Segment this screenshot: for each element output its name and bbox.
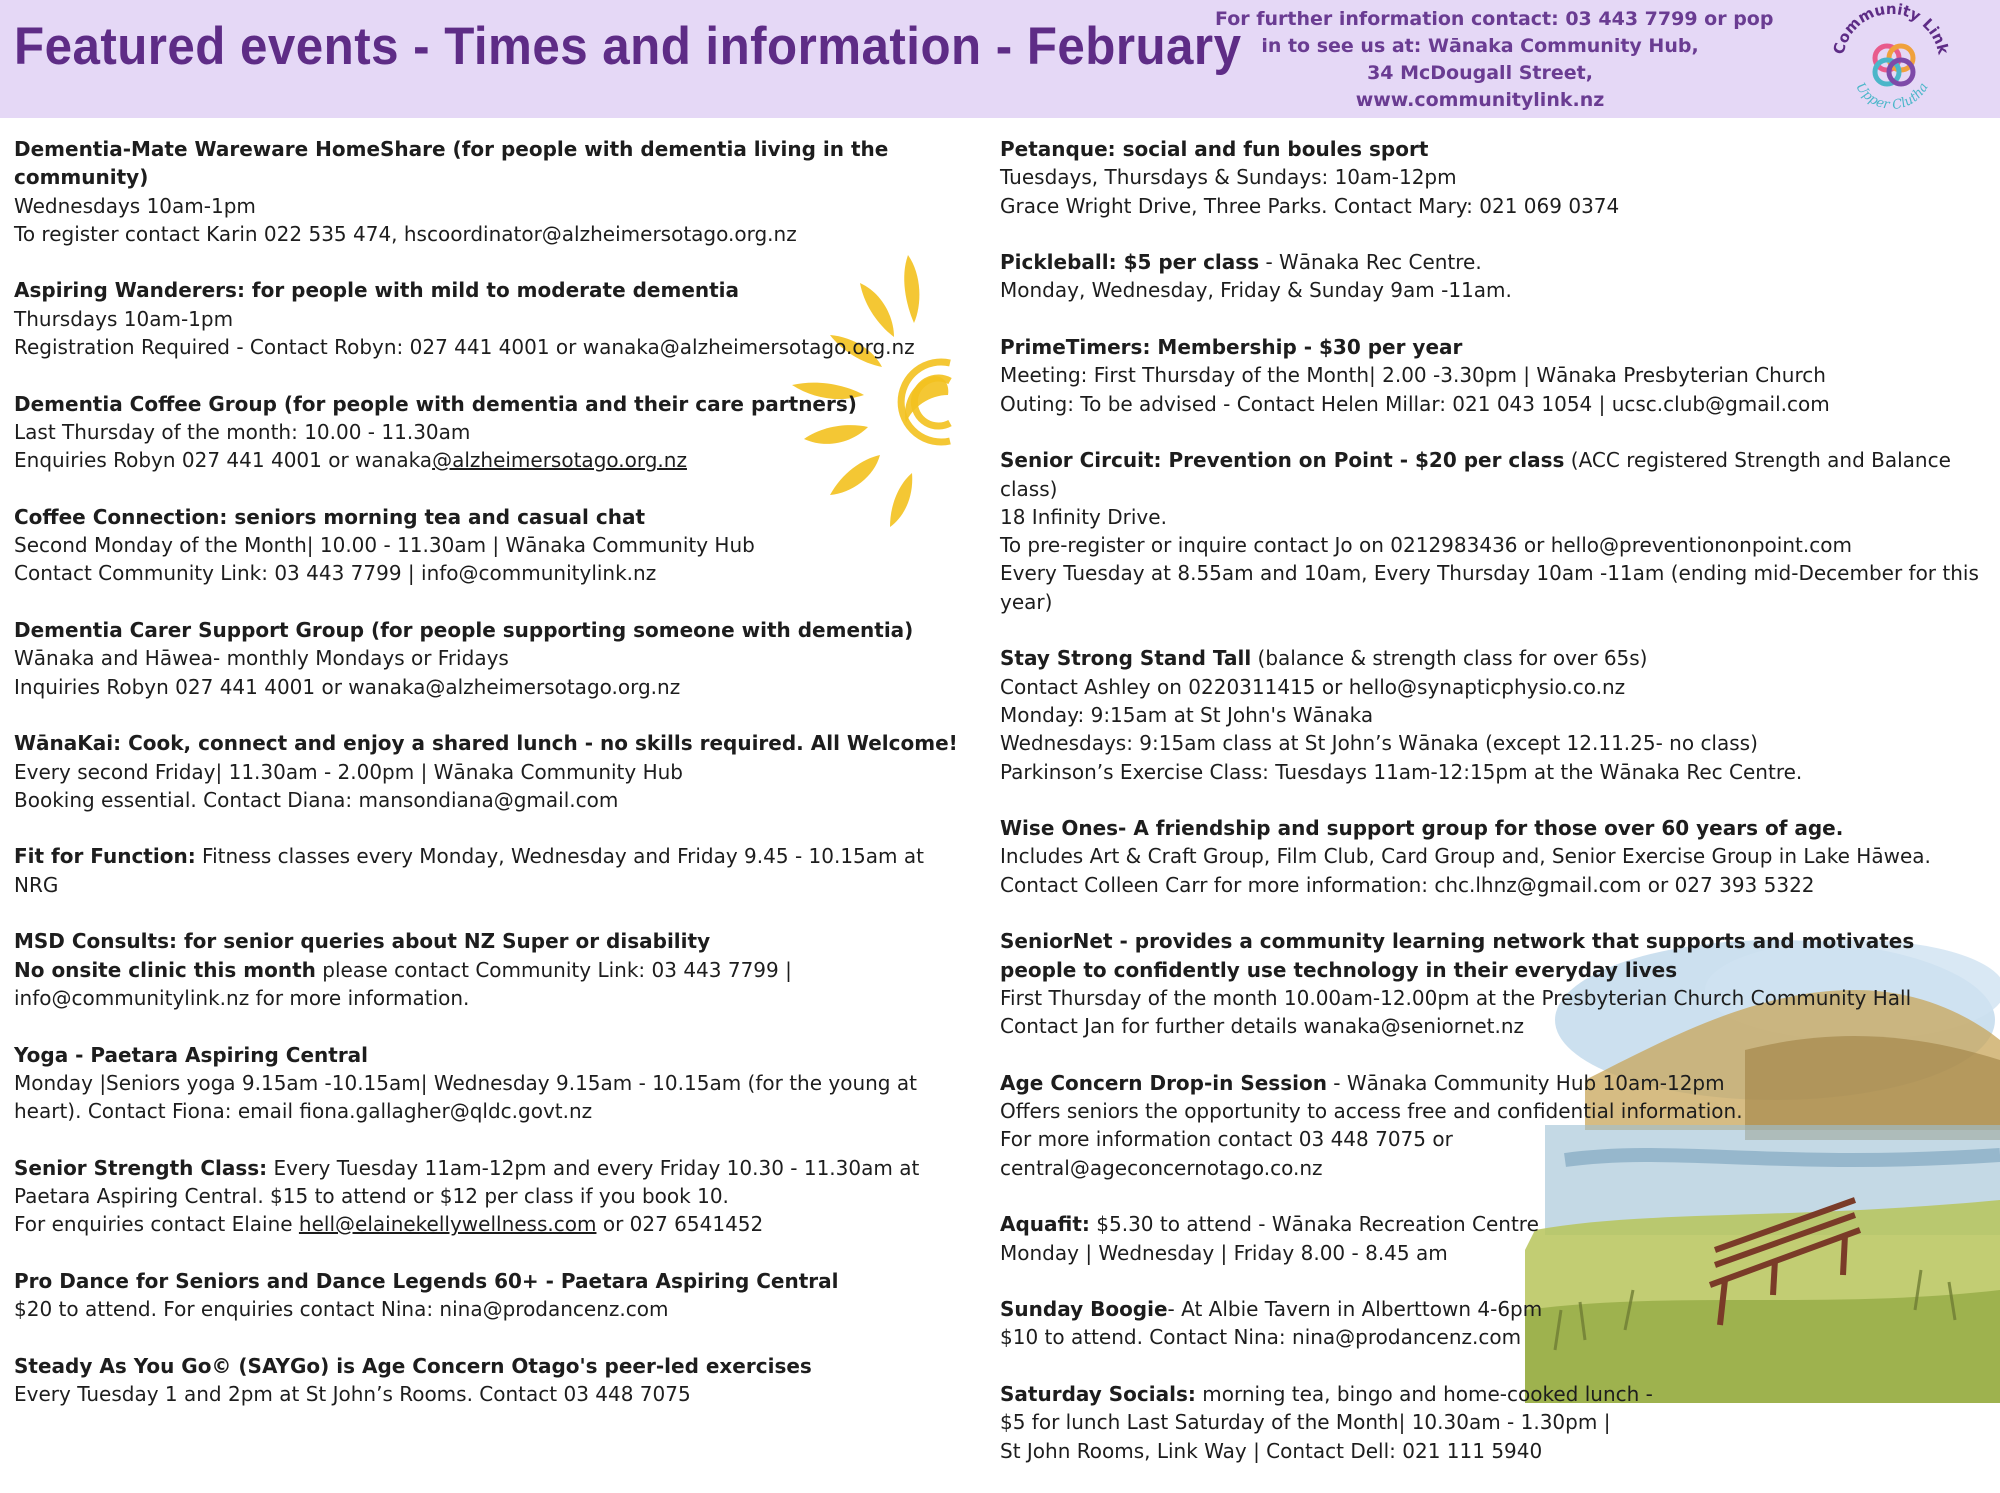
event-senior-strength	[14, 1154, 974, 1239]
event-line: Wednesdays 10am-1pm	[14, 193, 256, 218]
event-line: Contact Ashley on 0220311415 or hello@synapticphysio.co.nz	[1000, 674, 1626, 699]
logo-text-top: Community Link	[1829, 0, 1953, 57]
event-title: Dementia-Mate Wareware HomeShare (for people with dementia living in the community)	[14, 137, 889, 190]
event-text: (balance & strength class for over 65s)	[1251, 646, 1648, 671]
event-subtitle: No onsite clinic this month	[14, 957, 316, 982]
event-line	[1000, 1069, 1995, 1097]
event-dementia-coffee-group	[14, 390, 974, 475]
logo-knot-icon	[1875, 46, 1913, 84]
event-text: - Wānaka Community Hub 10am-12pm	[1326, 1070, 1725, 1095]
event-line	[1000, 248, 1995, 276]
event-line	[14, 1154, 974, 1211]
event-saygo	[14, 1352, 974, 1409]
event-title: Steady As You Go© (SAYGo) is Age Concern Otago's peer-led exercises	[14, 1353, 812, 1378]
event-line: Outing: To be advised - Contact Helen Millar: 021 043 1054 | ucsc.club@gmail.com	[1000, 391, 1830, 416]
right-events-column	[1000, 135, 1995, 1493]
event-title: SeniorNet - provides a community learning network that supports and motivates people to confidently use technology in their everyday lives	[1000, 929, 1915, 982]
event-line: central@ageconcernotago.co.nz	[1000, 1155, 1323, 1180]
event-pro-dance	[14, 1267, 974, 1324]
event-title: Age Concern Drop-in Session	[1000, 1070, 1327, 1095]
event-line: $10 to attend. Contact Nina: nina@prodancenz.com	[1000, 1325, 1522, 1350]
event-line: Every Tuesday 1 and 2pm at St John’s Rooms. Contact 03 448 7075	[14, 1382, 691, 1407]
event-line: Thursdays 10am-1pm	[14, 306, 234, 331]
event-line: First Thursday of the month 10.00am-12.00pm at the Presbyterian Church Community Hall	[1000, 985, 1912, 1010]
event-line	[1000, 446, 1995, 503]
event-title: Dementia Carer Support Group (for people supporting someone with dementia)	[14, 618, 914, 643]
left-events-column	[14, 135, 974, 1437]
contact-website-link[interactable]: www.communitylink.nz	[1355, 89, 1605, 111]
event-title: Petanque: social and fun boules sport	[1000, 137, 1429, 161]
event-title: Stay Strong Stand Tall	[1000, 646, 1252, 671]
event-senior-circuit	[1000, 446, 1995, 616]
event-line: 18 Infinity Drive.	[1000, 504, 1167, 529]
event-title: Aquafit:	[1000, 1212, 1090, 1237]
event-text: (ACC registered Strength and Balance class)	[1000, 448, 1951, 501]
event-text: morning tea, bingo and home-cooked lunch -	[1195, 1382, 1653, 1407]
page-title: Featured events - Times and information - February	[14, 17, 1242, 76]
event-line: Monday, Wednesday, Friday & Sunday 9am -11am.	[1000, 278, 1512, 303]
contact-line: 34 McDougall Street,	[1367, 62, 1593, 84]
event-aspiring-wanderers	[14, 276, 974, 361]
event-saturday-socials	[1000, 1380, 1995, 1465]
event-line: Monday: 9:15am at St John's Wānaka	[1000, 702, 1374, 727]
event-line-text: or 027 6541452	[596, 1212, 764, 1237]
event-title: PrimeTimers: Membership - $30 per year	[1000, 335, 1463, 360]
logo-text-bottom: Upper Clutha	[1852, 80, 1932, 114]
event-title: Pickleball: $5 per class	[1000, 250, 1260, 275]
event-dementia-carer-support	[14, 616, 974, 701]
event-line: To register contact Karin 022 535 474, hscoordinator@alzheimersotago.org.nz	[14, 221, 797, 246]
event-title: MSD Consults: for senior queries about NZ Super or disability	[14, 929, 711, 954]
event-yoga	[14, 1041, 974, 1126]
event-line: Meeting: First Thursday of the Month| 2.00 -3.30pm | Wānaka Presbyterian Church	[1000, 363, 1826, 388]
event-line: Every second Friday| 11.30am - 2.00pm | Wānaka Community Hub	[14, 759, 684, 784]
event-line-text: For enquiries contact Elaine	[14, 1212, 299, 1237]
event-aquafit	[1000, 1210, 1995, 1267]
event-title: Saturday Socials:	[1000, 1382, 1196, 1407]
event-text: Every Tuesday 11am-12pm and every Friday 10.30 - 11.30am at Paetara Aspiring Central. $15 to attend or $12 per class if you book 10.	[14, 1155, 920, 1208]
event-line: Parkinson’s Exercise Class: Tuesdays 11am-12:15pm at the Wānaka Rec Centre.	[1000, 759, 1803, 784]
event-line: Tuesdays, Thursdays & Sundays: 10am-12pm	[1000, 165, 1457, 190]
event-line: To pre-register or inquire contact Jo on 0212983436 or hello@preventiononpoint.com	[1000, 533, 1852, 558]
event-title: Yoga - Paetara Aspiring Central	[14, 1042, 369, 1067]
email-link[interactable]: hell@elainekellywellness.com	[298, 1212, 597, 1237]
event-line: Wednesdays: 9:15am class at St John’s Wānaka (except 12.11.25- no class)	[1000, 731, 1758, 756]
event-coffee-connection	[14, 503, 974, 588]
event-line: Monday | Wednesday | Friday 8.00 - 8.45 am	[1000, 1240, 1448, 1265]
event-line: Every Tuesday at 8.55am and 10am, Every Thursday 10am -11am (ending mid-December for this year)	[1000, 561, 1979, 614]
event-line	[14, 1210, 974, 1238]
contact-line: in to see us at: Wānaka Community Hub,	[1261, 35, 1699, 57]
event-line: Last Thursday of the month: 10.00 - 11.30am	[14, 419, 471, 444]
event-sunday-boogie	[1000, 1295, 1995, 1352]
event-title: Senior Circuit: Prevention on Point - $20 per class	[1000, 448, 1565, 473]
event-line: Contact Jan for further details wanaka@seniornet.nz	[1000, 1014, 1524, 1039]
event-text: please contact Community Link: 03 443 7799 | info@communitylink.nz for more information.	[14, 957, 792, 1010]
event-line: $20 to attend. For enquiries contact Nina: nina@prodancenz.com	[14, 1297, 669, 1322]
community-link-logo	[1825, 0, 1960, 118]
event-seniornet	[1000, 927, 1995, 1040]
event-wanakai	[14, 729, 974, 814]
event-line	[1000, 1380, 1995, 1408]
event-title: Dementia Coffee Group (for people with dementia and their care partners)	[14, 391, 857, 416]
event-age-concern	[1000, 1069, 1995, 1182]
event-title: Aspiring Wanderers: for people with mild to moderate dementia	[14, 278, 740, 303]
event-line: Inquiries Robyn 027 441 4001 or wanaka@alzheimersotago.org.nz	[14, 674, 681, 699]
event-line: Wānaka and Hāwea- monthly Mondays or Fridays	[14, 646, 509, 671]
event-petanque	[1000, 135, 1995, 220]
event-dementia-mate	[14, 135, 974, 248]
event-stay-strong	[1000, 644, 1995, 785]
event-line: Offers seniors the opportunity to access free and confidential information.	[1000, 1099, 1743, 1124]
event-line	[14, 842, 974, 899]
event-title: Fit for Function:	[14, 844, 196, 869]
event-line: Grace Wright Drive, Three Parks. Contact Mary: 021 069 0374	[1000, 193, 1620, 218]
event-primetimers	[1000, 333, 1995, 418]
event-text: Fitness classes every Monday, Wednesday and Friday 9.45 - 10.15am at NRG	[14, 844, 924, 897]
contact-line: For further information contact: 03 443 7799 or pop	[1215, 8, 1774, 30]
event-line	[14, 446, 974, 474]
event-pickleball	[1000, 248, 1995, 305]
event-line: $5 for lunch Last Saturday of the Month| 10.30am - 1.30pm |	[1000, 1410, 1611, 1435]
event-title: Senior Strength Class:	[14, 1155, 268, 1180]
event-line: St John Rooms, Link Way | Contact Dell: 021 111 5940	[1000, 1438, 1543, 1463]
event-text: $5.30 to attend - Wānaka Recreation Centre	[1089, 1212, 1539, 1237]
event-msd-consults	[14, 927, 974, 1012]
event-title: WānaKai: Cook, connect and enjoy a shared lunch - no skills required. All Welcome!	[14, 731, 958, 756]
event-title: Coffee Connection: seniors morning tea and casual chat	[14, 504, 646, 529]
event-line: Contact Community Link: 03 443 7799 | info@communitylink.nz	[14, 561, 657, 586]
event-wise-ones	[1000, 814, 1995, 899]
event-title: Wise Ones- A friendship and support group for those over 60 years of age.	[1000, 816, 1844, 841]
event-line-text: Enquiries Robyn 027 441 4001 or wanaka	[14, 448, 433, 473]
event-title: Sunday Boogie	[1000, 1297, 1168, 1322]
event-title: Pro Dance for Seniors and Dance Legends 60+ - Paetara Aspiring Central	[14, 1268, 839, 1293]
event-fit-for-function	[14, 842, 974, 899]
event-line	[1000, 644, 1995, 672]
event-line	[1000, 1210, 1995, 1238]
event-line: Includes Art & Craft Group, Film Club, Card Group and, Senior Exercise Group in Lake Hāwea. Contact Colleen Carr for more information: chc.lhnz@gmail.com or 027 393 5322	[1000, 844, 1931, 897]
event-text: - At Albie Tavern in Alberttown 4-6pm	[1167, 1297, 1543, 1322]
event-text: - Wānaka Rec Centre.	[1259, 250, 1482, 275]
contact-info	[1215, 6, 1774, 114]
event-line: Booking essential. Contact Diana: mansondiana@gmail.com	[14, 787, 619, 812]
event-line: Second Monday of the Month| 10.00 - 11.30am | Wānaka Community Hub	[14, 533, 755, 558]
event-line	[14, 956, 974, 1013]
email-link[interactable]: @alzheimersotago.org.nz	[432, 448, 687, 473]
header-banner	[0, 0, 2000, 118]
event-line: For more information contact 03 448 7075 or	[1000, 1127, 1453, 1152]
event-line	[1000, 1295, 1995, 1323]
event-line: Monday |Seniors yoga 9.15am -10.15am| Wednesday 9.15am - 10.15am (for the young at heart). Contact Fiona: email fiona.gallagher@qldc.govt.nz	[14, 1070, 917, 1124]
event-line: Registration Required - Contact Robyn: 027 441 4001 or wanaka@alzheimersotago.org.nz	[14, 335, 915, 360]
